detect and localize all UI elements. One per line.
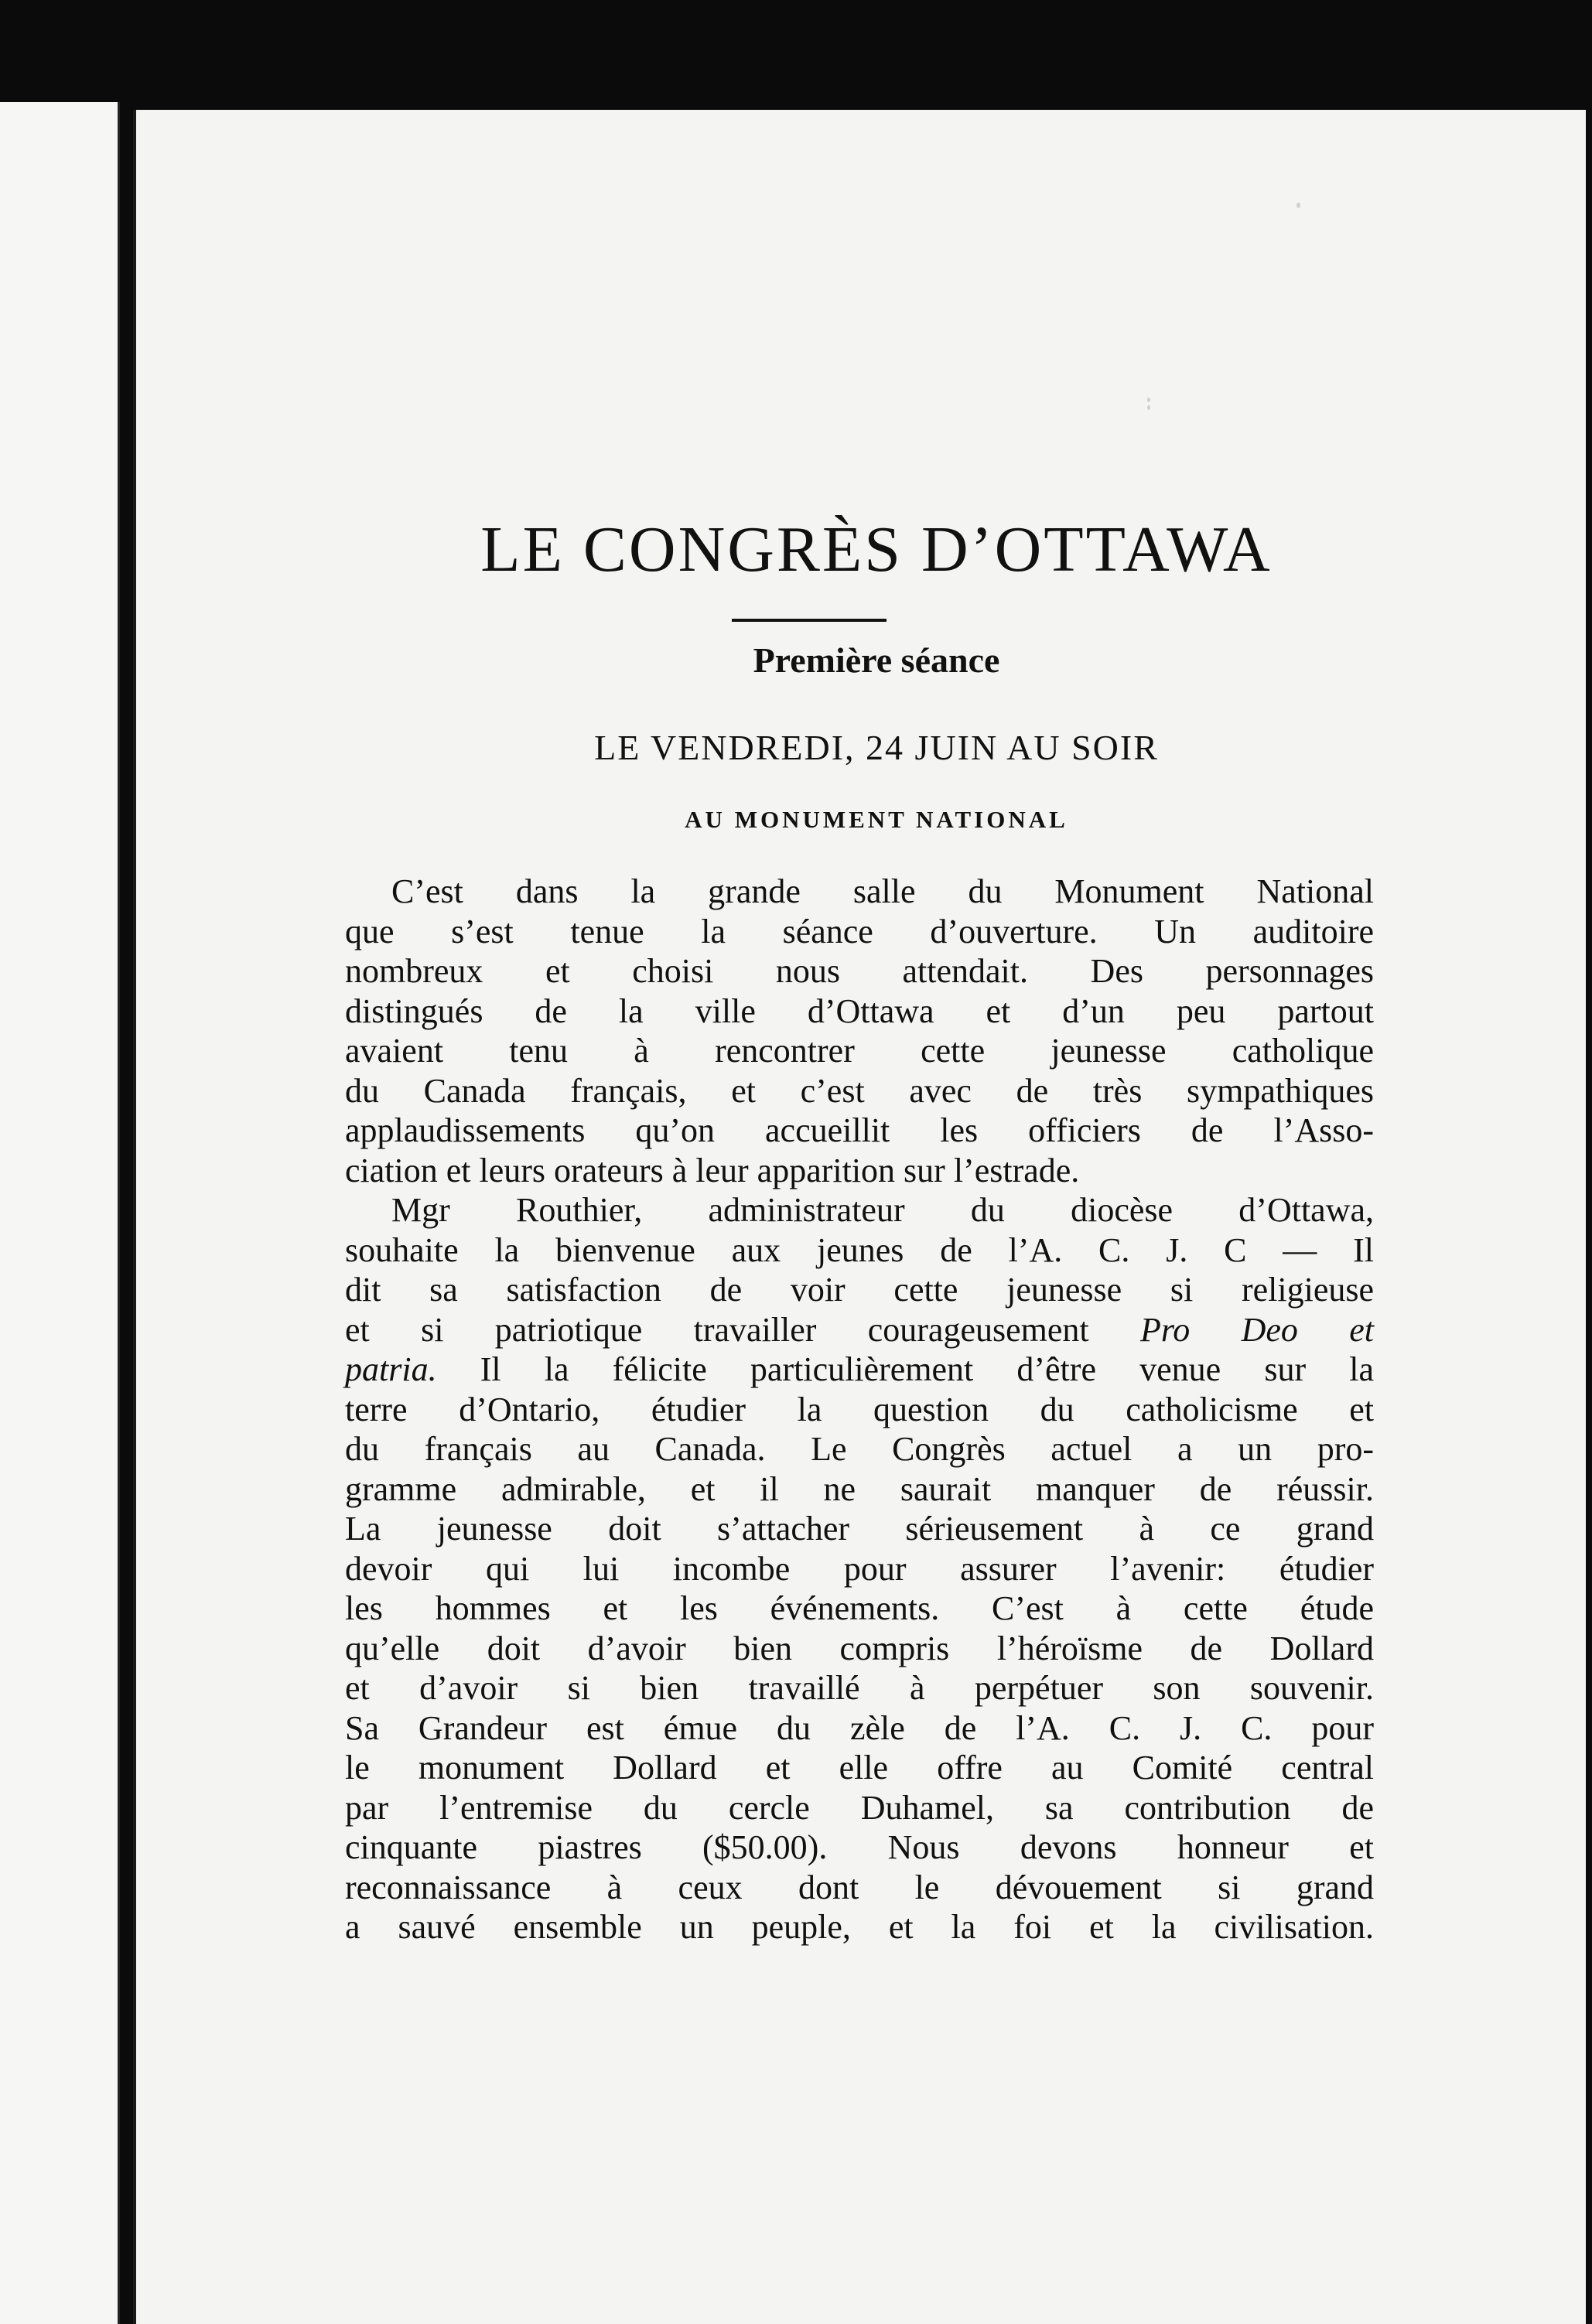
body-text — [345, 872, 1374, 1947]
text-line: ciation et leurs orateurs à leur apparition sur l’estrade. — [345, 1151, 1080, 1189]
latin-motto: patria. — [345, 1350, 437, 1388]
text-line: patria. Il la félicite particulièrement d’être venue sur la — [345, 1350, 1374, 1388]
text-line: qu’elle doit d’avoir bien compris l’héroïsme de Dollard — [345, 1629, 1374, 1667]
text-line: Mgr Routhier, administrateur du diocèse d’Ottawa, — [391, 1191, 1374, 1229]
text-line: nombreux et choisi nous attendait. Des personnages — [345, 952, 1374, 990]
text-line: reconnaissance à ceux dont le dévouement si grand — [345, 1868, 1374, 1906]
text-line: souhaite la bienvenue aux jeunes de l’A. C. J. C — Il — [345, 1230, 1374, 1269]
text-line: a sauvé ensemble un peuple, et la foi et la civilisation. — [345, 1908, 1374, 1946]
text-line: et d’avoir si bien travaillé à perpétuer son souvenir. — [345, 1669, 1374, 1707]
text-line: et si patriotique travailler courageusement Pro Deo et — [345, 1310, 1374, 1349]
text-line: distingués de la ville d’Ottawa et d’un peu partout — [345, 991, 1374, 1030]
text-line: C’est dans la grande salle du Monument National — [391, 872, 1374, 910]
text-line: cinquante piastres ($50.00). Nous devons honneur et — [345, 1828, 1374, 1866]
session-venue: AU MONUMENT NATIONAL — [685, 806, 1068, 833]
text-line: Sa Grandeur est émue du zèle de l’A. C. J. C. pour — [345, 1708, 1374, 1747]
adjacent-page-edge — [0, 102, 120, 2324]
paragraph-2 — [345, 1190, 1374, 1947]
text-line: applaudissements qu’on accueillit les officiers de l’Asso- — [345, 1111, 1374, 1149]
text-line: que s’est tenue la séance d’ouverture. Un auditoire — [345, 912, 1374, 950]
text-line: avaient tenu à rencontrer cette jeunesse catholique — [345, 1032, 1374, 1070]
paragraph-1 — [345, 872, 1374, 1190]
text-line: La jeunesse doit s’attacher sérieusement à ce grand — [345, 1510, 1374, 1548]
latin-motto: Pro Deo et — [1139, 1310, 1374, 1349]
text-line: du Canada français, et c’est avec de très sympathiques — [345, 1071, 1374, 1110]
text-line: terre d’Ontario, étudier la question du catholicisme et — [345, 1390, 1374, 1428]
text-line: dit sa satisfaction de voir cette jeunesse si religieuse — [345, 1271, 1374, 1309]
text-line: par l’entremise du cercle Duhamel, sa contribution de — [345, 1788, 1374, 1827]
title-divider — [732, 619, 887, 622]
text-line: le monument Dollard et elle offre au Comité central — [345, 1749, 1374, 1787]
print-speck — [1147, 398, 1150, 402]
text-line: gramme admirable, et il ne saurait manquer de réussir. — [345, 1469, 1374, 1508]
print-speck — [1147, 405, 1150, 410]
section-subtitle: Première séance — [753, 640, 1000, 680]
text-line: les hommes et les événements. C’est à cette étude — [345, 1589, 1374, 1627]
page-title: LE CONGRÈS D’OTTAWA — [480, 514, 1273, 585]
print-speck — [1296, 203, 1300, 208]
text-line: devoir qui lui incombe pour assurer l’avenir: étudier — [345, 1549, 1374, 1588]
document-page — [133, 110, 1586, 2324]
session-date: LE VENDREDI, 24 JUIN AU SOIR — [594, 728, 1159, 767]
text-line: du français au Canada. Le Congrès actuel a un pro- — [345, 1430, 1374, 1468]
